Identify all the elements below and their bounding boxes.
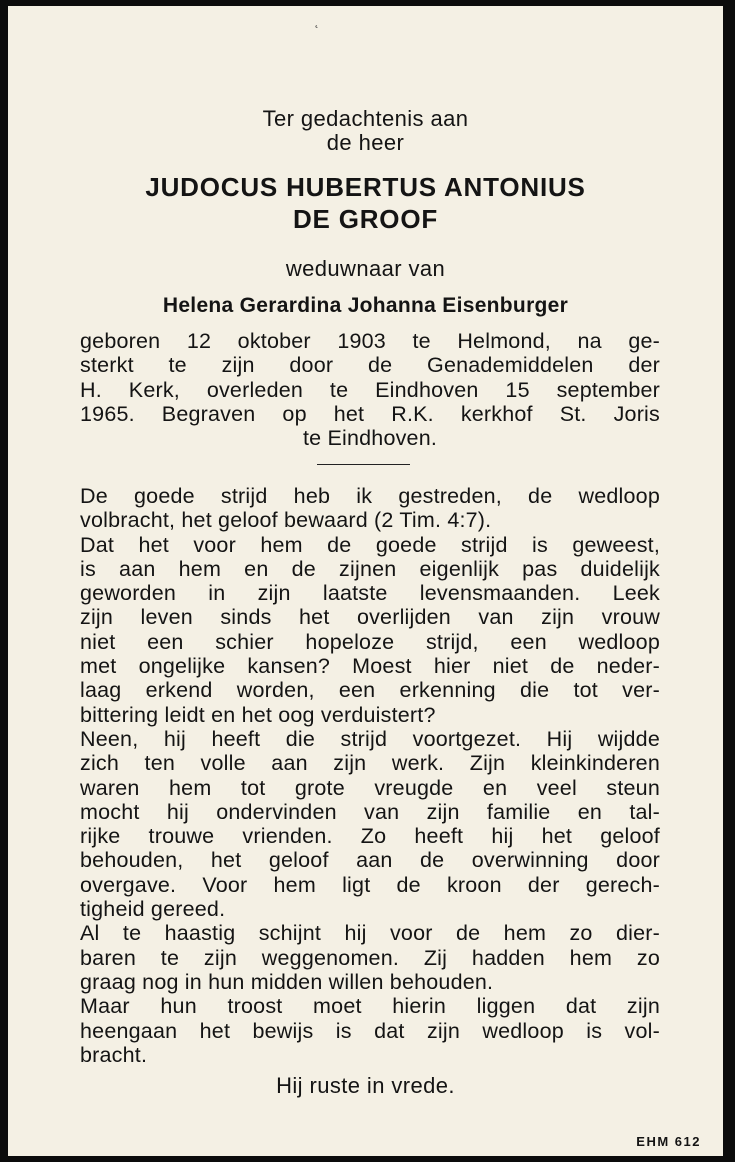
divider [317, 464, 410, 465]
deceased-name-line-1: JUDOCUS HUBERTUS ANTONIUS [145, 172, 586, 202]
text-line: graag nog in hun midden willen behouden. [80, 969, 494, 994]
bio-line: 1965. Begraven op het R.K. kerkhof St. Joris [80, 401, 660, 426]
biography-paragraph [80, 329, 660, 450]
relation-text: weduwnaar van [285, 256, 446, 281]
closing-line: Hij ruste in vrede. [276, 1073, 455, 1098]
spouse-name: Helena Gerardina Johanna Eisenburger [162, 294, 569, 317]
text-line: geworden in zijn laatste levensmaanden. Leek [80, 581, 660, 606]
memorial-text [80, 484, 660, 1067]
text-line: zijn leven sinds het overlijden van zijn vrouw [80, 605, 660, 630]
text-line: baren te zijn weggenomen. Zij hadden hem zo [80, 945, 660, 970]
text-line: bittering leidt en het oog verduistert? [80, 702, 436, 727]
text-line: volbracht, het geloof bewaard (2 Tim. 4:7). [80, 508, 492, 533]
text-line: Maar hun troost moet hierin liggen dat zijn [80, 994, 660, 1019]
text-line: Neen, hij heeft die strijd voortgezet. Hij wijdde [80, 726, 660, 751]
text-line: De goede strijd heb ik gestreden, de wedloop [80, 484, 660, 508]
print-mark: ˛ [315, 14, 319, 28]
text-line: overgave. Voor hem ligt de kroon der gerech- [80, 872, 660, 897]
text-line: niet een schier hopeloze strijd, een wedloop [80, 629, 660, 654]
bio-line: H. Kerk, overleden te Eindhoven 15 september [80, 377, 660, 402]
deceased-name-line-2: DE GROOF [292, 204, 439, 234]
text-line: is aan hem en de zijnen eigenlijk pas duidelijk [80, 556, 660, 581]
text-line: bracht. [80, 1042, 148, 1067]
text-line: Al te haastig schijnt hij voor de hem zo dier- [80, 921, 660, 946]
text-line: heengaan het bewijs is dat zijn wedloop is vol- [80, 1018, 660, 1043]
intro-line-1: Ter gedachtenis aan [262, 106, 469, 131]
text-line: laag erkend worden, een erkenning die tot ver- [80, 678, 660, 703]
text-line: waren hem tot grote vreugde en veel steun [80, 775, 660, 800]
text-line: zich ten volle aan zijn werk. Zijn kleinkinderen [80, 751, 660, 776]
text-line: tigheid gereed. [80, 897, 226, 922]
bio-line: geboren 12 oktober 1903 te Helmond, na ge- [80, 329, 660, 353]
intro-line-2: de heer [326, 130, 405, 155]
text-line: rijke trouwe vrienden. Zo heeft hij het geloof [80, 824, 660, 849]
text-line: Dat het voor hem de goede strijd is geweest, [80, 532, 660, 557]
bio-line: te Eindhoven. [302, 426, 438, 451]
printer-code: EHM 612 [636, 1134, 701, 1149]
bio-line: sterkt te zijn door de Genademiddelen der [80, 353, 660, 378]
prayer-card [8, 6, 723, 1156]
text-line: met ongelijke kansen? Moest hier niet de neder- [80, 654, 660, 679]
text-line: behouden, het geloof aan de overwinning door [80, 848, 660, 873]
text-line: mocht hij ondervinden van zijn familie en tal- [80, 799, 660, 824]
